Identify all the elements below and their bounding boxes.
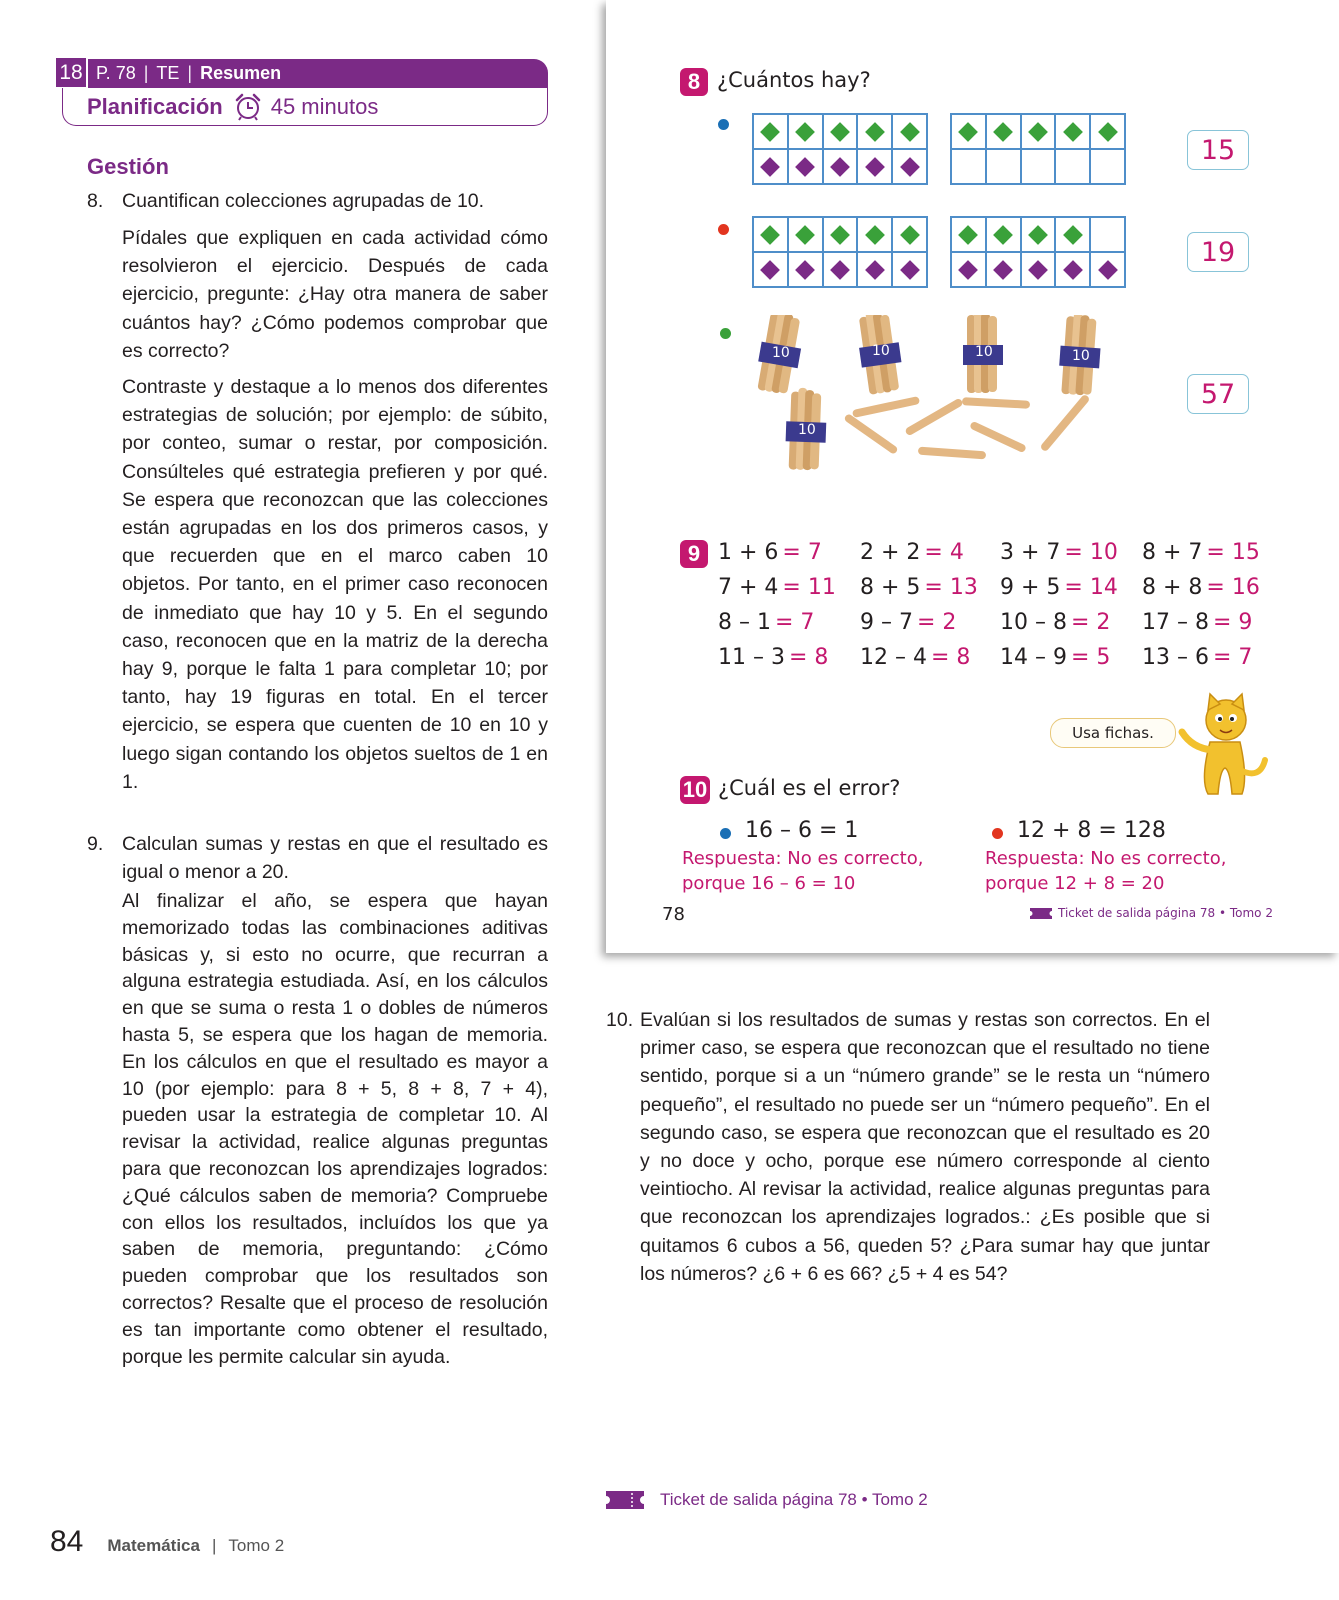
equation — [860, 540, 964, 565]
frame-cell — [1090, 114, 1125, 149]
equation-answer: = 14 — [1064, 575, 1118, 600]
purple-diamond-icon — [900, 157, 920, 177]
session-number: 18 — [54, 56, 88, 89]
item-8-lead: Cuantifican colecciones agrupadas de 10. — [122, 190, 485, 212]
purple-diamond-icon — [795, 157, 815, 177]
equation — [1142, 610, 1252, 635]
exercise-10-badge: 10 — [680, 776, 710, 804]
frame-cell — [753, 114, 788, 149]
ticket-icon — [606, 1491, 644, 1509]
page-number: 84 — [50, 1525, 84, 1558]
purple-diamond-icon — [993, 260, 1013, 280]
frame-cell — [986, 149, 1021, 184]
text-type: TE — [156, 63, 180, 83]
case-1-bullet — [720, 828, 731, 839]
equation — [1142, 645, 1252, 670]
exercise-8-title: ¿Cuántos hay? — [717, 68, 871, 92]
ten-frame-1a — [752, 113, 928, 185]
frame-cell — [1055, 252, 1090, 287]
purple-diamond-icon — [1098, 260, 1118, 280]
case-1-equation: 16 – 6 = 1 — [745, 818, 859, 843]
item-9-number: 9. — [87, 833, 104, 855]
equation — [1000, 575, 1118, 600]
green-diamond-icon — [795, 122, 815, 142]
equation-question: 7 + 4 — [718, 575, 779, 600]
frame-cell — [857, 114, 892, 149]
item-10-number: 10. — [606, 1009, 634, 1031]
green-diamond-icon — [958, 225, 978, 245]
equation-question: 2 + 2 — [860, 540, 921, 565]
equation-question: 17 – 8 — [1142, 610, 1209, 635]
frame-cell — [788, 217, 823, 252]
green-diamond-icon — [1098, 122, 1118, 142]
answer-box-1: 15 — [1187, 130, 1249, 170]
section-label: Resumen — [200, 63, 282, 83]
purple-diamond-icon — [830, 260, 850, 280]
student-page-ticket: Ticket de salida página 78 • Tomo 2 — [1030, 906, 1273, 920]
footer-separator: | — [211, 1536, 217, 1555]
item-10-paragraph-1: Evalúan si los resultados de sumas y restas son correctos. En el primer caso, se espera que reconozcan que el resultado no tiene sentido, porque si a un “número grande” se le resta un “número pequeño”, el resultado no puede ser un “número pequeño”. En el segundo caso, se espera que reconozcan que el resultado es 20 y no doce y ocho, porque ese número corresponde al ciento veintiocho. Al revisar la actividad, realice algunas preguntas para que reconozcan los aprendizajes logrados.: ¿Es posible que si quitamos 6 cubos a 56, queden 5? ¿Para sumar hay que juntar los números? ¿6 + 6 es 66? ¿5 + 4 es 54? — [640, 1009, 1210, 1285]
equation-question: 3 + 7 — [1000, 540, 1061, 565]
gestion-heading: Gestión — [87, 154, 169, 179]
equation — [860, 645, 970, 670]
green-diamond-icon — [760, 122, 780, 142]
ten-frame-2a — [752, 216, 928, 288]
purple-diamond-icon — [760, 157, 780, 177]
frame-cell — [1090, 217, 1125, 252]
frame-cell — [1055, 149, 1090, 184]
green-diamond-icon — [795, 225, 815, 245]
student-page-number: 78 — [662, 904, 685, 925]
bundle-label: 10 — [772, 345, 790, 361]
purple-diamond-icon — [795, 260, 815, 280]
equation-question: 9 + 5 — [1000, 575, 1061, 600]
frame-cell — [753, 252, 788, 287]
purple-diamond-icon — [958, 260, 978, 280]
speech-bubble: Usa fichas. — [1050, 718, 1176, 748]
equation — [1000, 645, 1110, 670]
volume-label: Tomo 2 — [228, 1536, 285, 1555]
equation-answer: = 15 — [1206, 540, 1260, 565]
equation-answer: = 13 — [924, 575, 978, 600]
session-header: 18 P. 78 | TE | Resumen — [56, 59, 548, 88]
frame-cell — [951, 252, 986, 287]
equation-answer: = 7 — [774, 610, 815, 635]
frame-cell — [1021, 114, 1056, 149]
item-9-paragraph-1: Al finalizar el año, se espera que hayan memorizado todas las combinaciones aditivas básicas y, si esto no ocurre, que recurran a alguna estrategia estudiada. Así, en los cálculos en que se suma o resta 1 o dobles de números hasta 5, se espera que los hagan de memoria. En los cálculos en que el resultado es mayor a 10 (por ejemplo: para 8 + 5, 8 + 8, 7 + 4), pueden usar la estrategia de completar 10. Al revisar la actividad, realice algunas preguntas para que reconozcan los aprendizajes logrados: ¿Qué cálculos saben de memoria? Compruebe con ellos los resultados, incluídos los que ya saben de memoria, preguntando: ¿Cómo pueden comprobar que los resultados son correctos? Resalte que el proceso de resolución es tan importante como obtener el resultado, porque les permite calcular sin ayuda. — [122, 890, 548, 1368]
equation-answer: = 2 — [916, 610, 957, 635]
answer-box-2: 19 — [1187, 232, 1249, 272]
frame-cell — [823, 149, 858, 184]
equation — [718, 610, 814, 635]
frame-cell — [823, 217, 858, 252]
equation-answer: = 10 — [1064, 540, 1118, 565]
equation-question: 9 – 7 — [860, 610, 913, 635]
green-diamond-icon — [830, 122, 850, 142]
equation-question: 12 – 4 — [860, 645, 927, 670]
green-diamond-icon — [900, 122, 920, 142]
green-diamond-icon — [1063, 122, 1083, 142]
equation-question: 1 + 6 — [718, 540, 779, 565]
equation — [1000, 610, 1110, 635]
equation-answer: = 4 — [924, 540, 964, 565]
frame-cell — [951, 149, 986, 184]
equation-question: 14 – 9 — [1000, 645, 1067, 670]
exercise-8-badge: 8 — [680, 68, 708, 96]
planning-time: 45 minutos — [270, 93, 379, 119]
equation — [1142, 575, 1260, 600]
equation-question: 8 + 8 — [1142, 575, 1203, 600]
frame-cell — [1055, 217, 1090, 252]
equation-question: 8 + 5 — [860, 575, 921, 600]
frame-cell — [951, 217, 986, 252]
frame-cell — [1021, 252, 1056, 287]
row-1-bullet — [718, 119, 729, 130]
green-diamond-icon — [760, 225, 780, 245]
equation-question: 11 – 3 — [718, 645, 785, 670]
frame-cell — [788, 252, 823, 287]
frame-cell — [986, 114, 1021, 149]
page-reference: P. 78 — [96, 63, 136, 83]
green-diamond-icon — [900, 225, 920, 245]
equation — [718, 540, 822, 565]
purple-diamond-icon — [865, 260, 885, 280]
book-title: Matemática — [107, 1536, 200, 1555]
frame-cell — [1021, 149, 1056, 184]
frame-cell — [1090, 252, 1125, 287]
equation-answer: = 2 — [1070, 610, 1111, 635]
case-2-answer: Respuesta: No es correcto, porque 12 + 8 = 20 — [985, 848, 1227, 894]
green-diamond-icon — [993, 122, 1013, 142]
footer-bar — [50, 1525, 284, 1559]
frame-cell — [986, 252, 1021, 287]
equation — [1000, 540, 1118, 565]
bundle-label: 10 — [798, 422, 816, 438]
alarm-clock-icon — [233, 93, 263, 121]
equation-answer: = 11 — [782, 575, 836, 600]
answer-box-3: 57 — [1187, 374, 1249, 414]
frame-cell — [753, 217, 788, 252]
item-8-paragraph-2: Contraste y destaque a lo menos dos diferentes estrategias de solución; por ejemplo: de súbito, por conteo, sumar o restar, por composición. Consúlteles qué estrategia prefieren y por qué. Se espera que reconozcan que las colecciones están agrupadas en los dos primeros casos, y que recuerden que en el marco caben 10 objetos. Por tanto, en el primer caso reconocen de inmediato que hay 10 y 5. En el segundo caso, reconocen que en la matriz de la derecha hay 9, porque le falta 1 para completar 10; por tanto, hay 19 figuras en total. En el tercer ejercicio, se espera que cuenten de 10 en 10 y luego sigan contando los objetos sueltos de 1 en 1. — [122, 376, 548, 793]
equation — [718, 575, 836, 600]
case-2-bullet — [992, 828, 1003, 839]
exercise-9-badge: 9 — [680, 540, 708, 568]
equation-answer: = 7 — [1212, 645, 1253, 670]
green-diamond-icon — [1063, 225, 1083, 245]
planning-box — [62, 88, 548, 126]
equation — [718, 645, 828, 670]
frame-cell — [892, 252, 927, 287]
frame-cell — [986, 217, 1021, 252]
stick-bundles-illustration — [740, 315, 1120, 485]
green-diamond-icon — [958, 122, 978, 142]
ticket-icon — [1030, 908, 1052, 919]
frame-cell — [892, 217, 927, 252]
case-1-answer: Respuesta: No es correcto, porque 16 – 6 = 10 — [682, 848, 924, 894]
purple-diamond-icon — [760, 260, 780, 280]
equation-answer: = 8 — [788, 645, 829, 670]
case-2-equation: 12 + 8 = 128 — [1017, 818, 1166, 843]
frame-cell — [857, 217, 892, 252]
equation-question: 10 – 8 — [1000, 610, 1067, 635]
frame-cell — [857, 252, 892, 287]
green-diamond-icon — [865, 122, 885, 142]
frame-cell — [788, 114, 823, 149]
bundle-label: 10 — [1072, 348, 1090, 364]
cat-mascot-icon — [1170, 690, 1270, 800]
equation-answer: = 16 — [1206, 575, 1260, 600]
ten-frame-2b — [950, 216, 1126, 288]
frame-cell — [857, 149, 892, 184]
green-diamond-icon — [830, 225, 850, 245]
row-3-bullet — [720, 328, 731, 339]
frame-cell — [951, 114, 986, 149]
frame-cell — [892, 149, 927, 184]
item-8-paragraph-1: Pídales que expliquen en cada actividad cómo resolvieron el ejercicio. Después de cada ejercicio, pregunte: ¿Hay otra manera de saber cuántos hay? ¿Cómo podemos comprobar que es correcto? — [122, 227, 548, 362]
green-diamond-icon — [1028, 122, 1048, 142]
frame-cell — [892, 114, 927, 149]
green-diamond-icon — [993, 225, 1013, 245]
equation-answer: = 8 — [930, 645, 971, 670]
equation-answer: = 7 — [782, 540, 822, 565]
frame-cell — [823, 114, 858, 149]
frame-cell — [788, 149, 823, 184]
equation-answer: = 9 — [1212, 610, 1253, 635]
bundle-label: 10 — [872, 343, 890, 359]
frame-cell — [1055, 114, 1090, 149]
purple-diamond-icon — [830, 157, 850, 177]
row-2-bullet — [718, 224, 729, 235]
green-diamond-icon — [865, 225, 885, 245]
equation — [1142, 540, 1260, 565]
green-diamond-icon — [1028, 225, 1048, 245]
exercise-10-title: ¿Cuál es el error? — [718, 776, 901, 800]
equation-answer: = 5 — [1070, 645, 1111, 670]
ten-frame-1b — [950, 113, 1126, 185]
equation-question: 13 – 6 — [1142, 645, 1209, 670]
purple-diamond-icon — [1063, 260, 1083, 280]
item-8-number: 8. — [87, 190, 104, 212]
equation — [860, 575, 978, 600]
item-9-lead: Calculan sumas y restas en que el resultado es igual o menor a 20. — [122, 833, 548, 884]
planning-label: Planificación — [87, 93, 223, 119]
equation-question: 8 – 1 — [718, 610, 771, 635]
footer-ticket: Ticket de salida página 78 • Tomo 2 — [606, 1490, 928, 1510]
frame-cell — [753, 149, 788, 184]
purple-diamond-icon — [1028, 260, 1048, 280]
equation-question: 8 + 7 — [1142, 540, 1203, 565]
frame-cell — [1021, 217, 1056, 252]
purple-diamond-icon — [865, 157, 885, 177]
bundle-label: 10 — [975, 344, 993, 360]
frame-cell — [1090, 149, 1125, 184]
purple-diamond-icon — [900, 260, 920, 280]
equation — [860, 610, 956, 635]
frame-cell — [823, 252, 858, 287]
